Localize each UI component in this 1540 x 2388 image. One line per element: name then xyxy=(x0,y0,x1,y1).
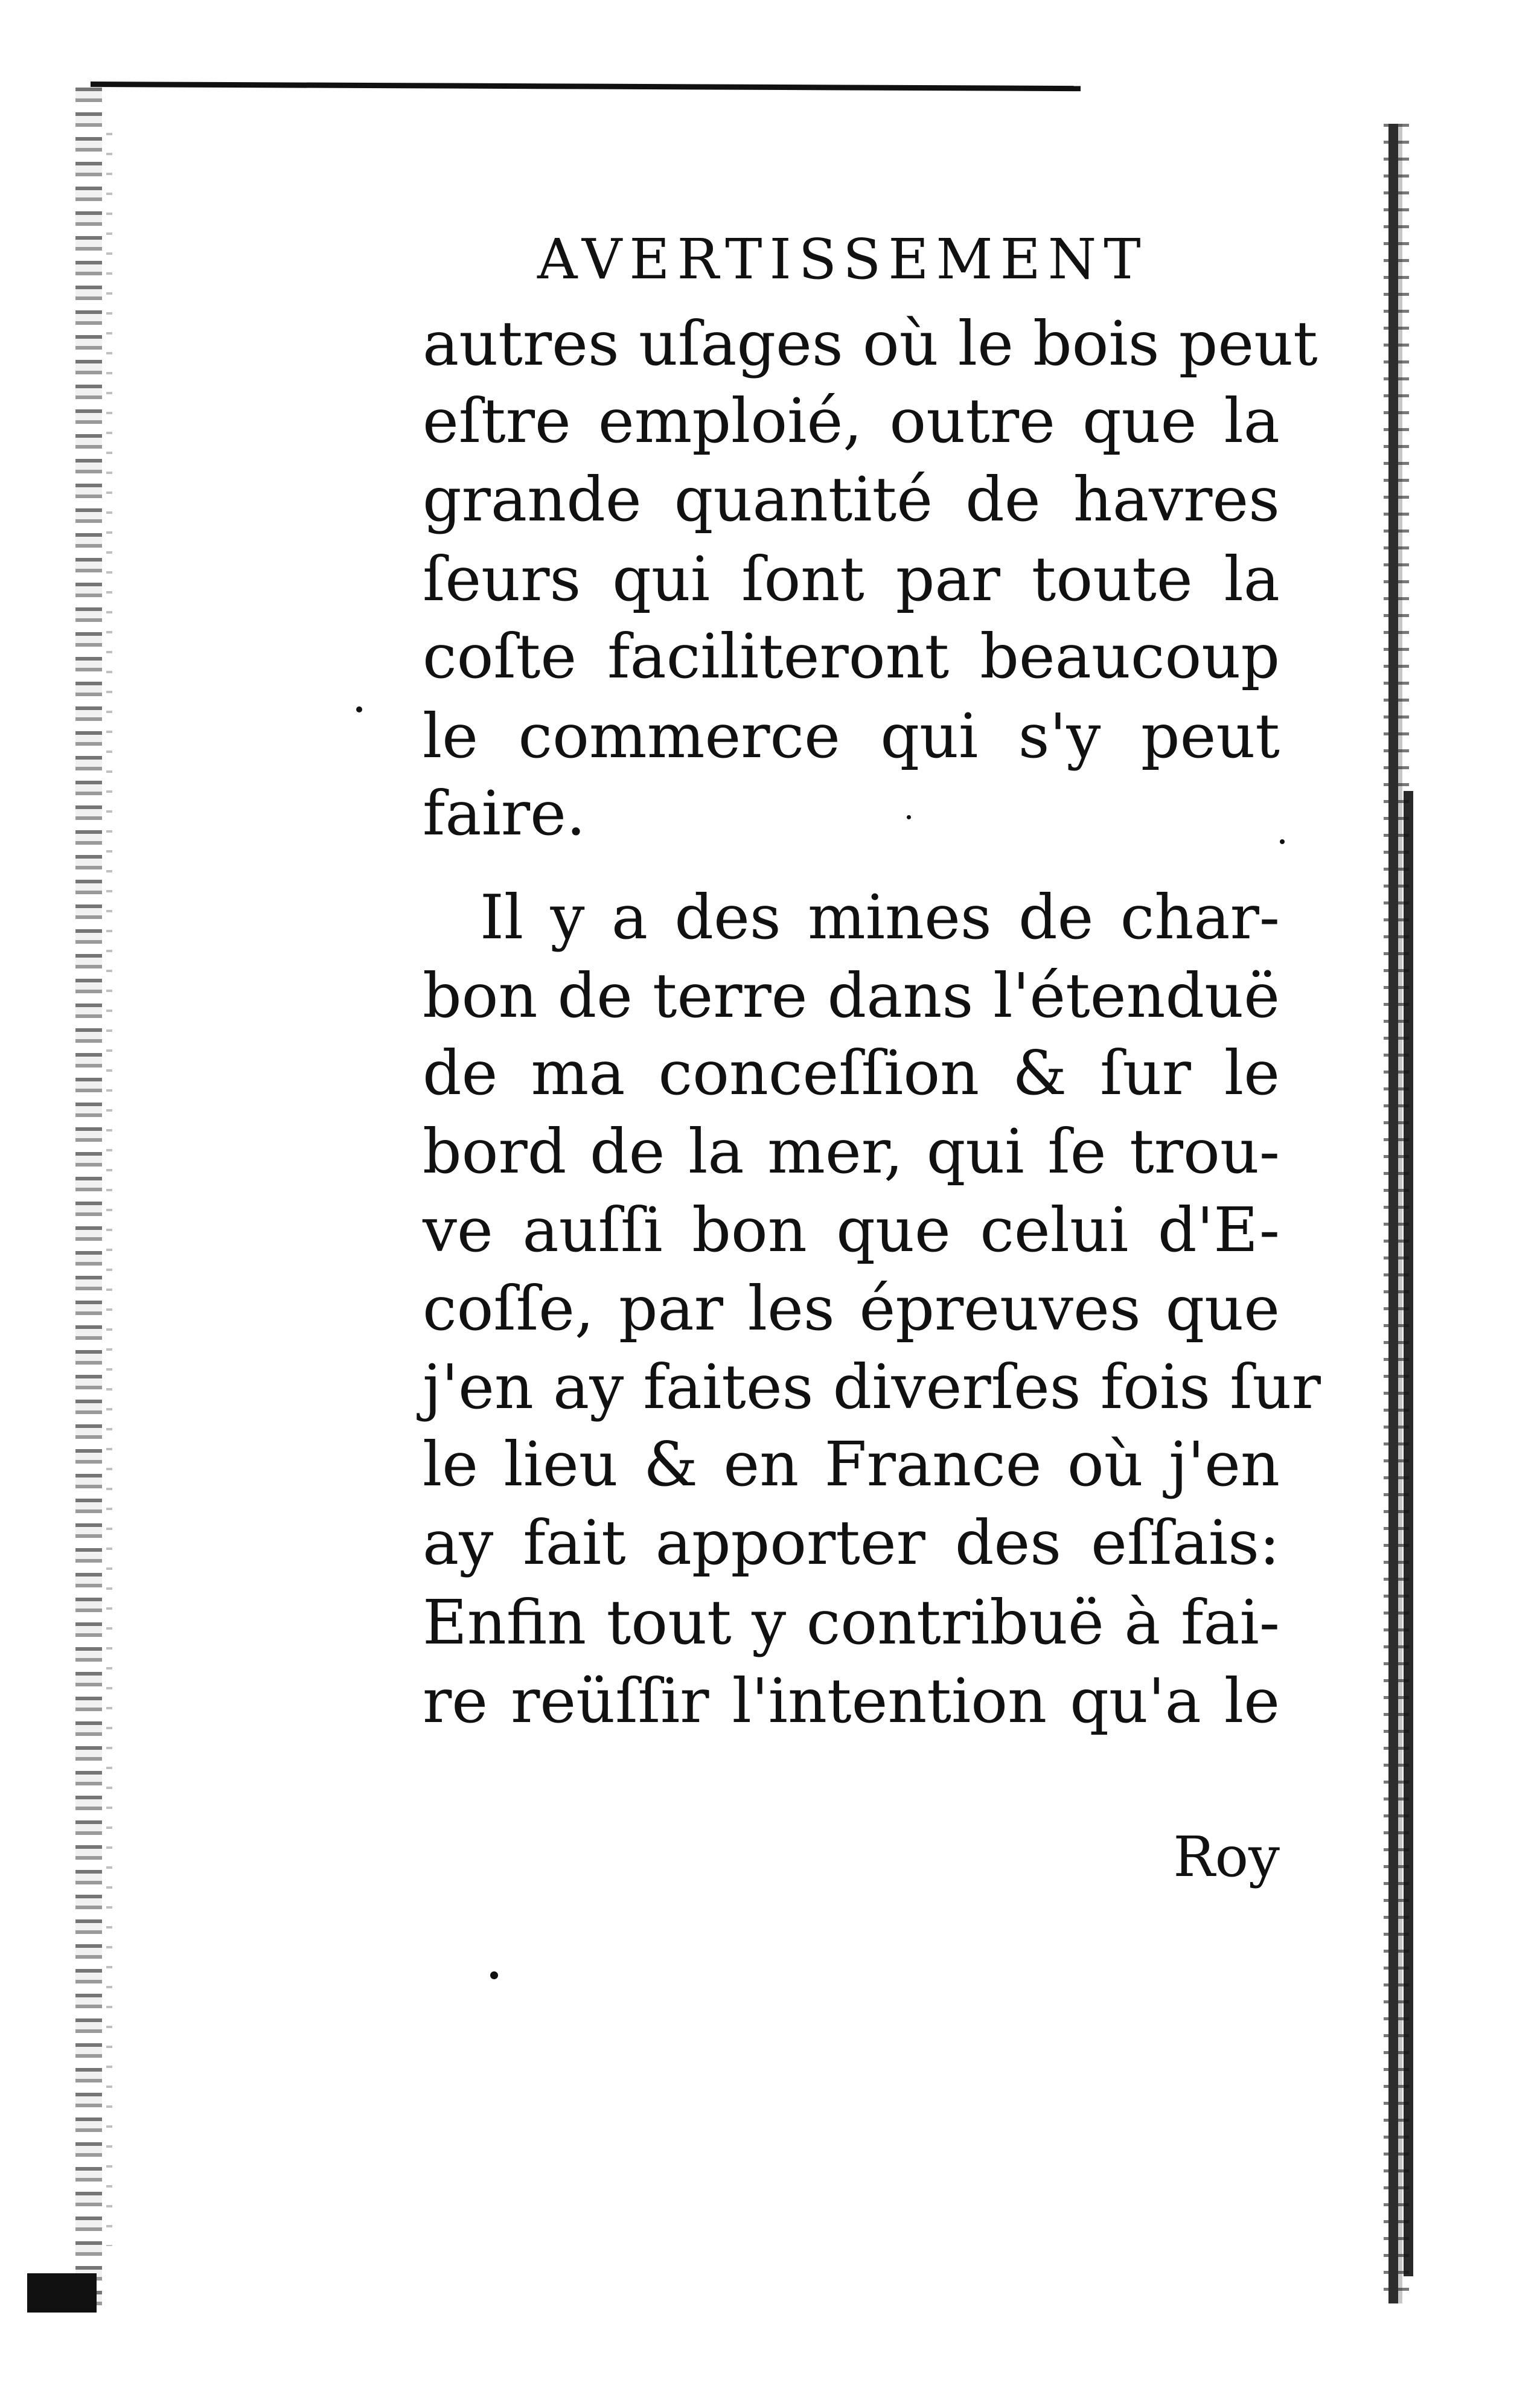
scan-speck xyxy=(356,706,362,712)
catchword: Roy xyxy=(1173,1825,1280,1889)
text-line: autres uſages où le bois peut xyxy=(423,308,1318,379)
text-line: j'en ay faites diverſes fois ſur xyxy=(423,1351,1321,1423)
left-scan-specks xyxy=(106,133,112,2246)
text-line: ay fait apporter des eſſais: xyxy=(423,1507,1280,1578)
text-line: de ma conceſſion & ſur le xyxy=(423,1037,1280,1109)
text-line: bon de terre dans l'étenduë xyxy=(423,960,1280,1031)
text-line: ve auſſi bon que celui d'E- xyxy=(423,1194,1280,1266)
scan-speck xyxy=(490,1971,498,1979)
text-line: bord de la mer, qui ſe trou- xyxy=(423,1116,1280,1187)
text-line: le lieu & en France où j'en xyxy=(423,1429,1280,1500)
text-line: grande quantité de havres xyxy=(423,464,1280,535)
text-line: faire. xyxy=(423,778,586,849)
bottom-left-dark-corner xyxy=(27,2273,97,2313)
text-line: eſtre emploié, outre que la xyxy=(423,385,1280,456)
left-scan-edge xyxy=(75,88,102,2316)
right-dark-margin xyxy=(1404,791,1413,2276)
text-block xyxy=(423,199,1364,1890)
page-header: AVERTISSEMENT xyxy=(537,227,1148,292)
top-printed-border xyxy=(91,82,1081,91)
text-line: le commerce qui s'y peut xyxy=(423,700,1280,772)
text-line: coſte faciliteront beaucoup xyxy=(423,621,1280,692)
text-line: ſeurs qui ſont par toute la xyxy=(423,543,1280,615)
text-line: coſſe, par les épreuves que xyxy=(423,1273,1280,1344)
text-line: re reüſſir l'intention qu'a le xyxy=(423,1665,1280,1737)
text-line: Il y a des mines de char- xyxy=(480,882,1280,953)
text-line: Enfin tout y contribuë à fai- xyxy=(423,1587,1280,1658)
